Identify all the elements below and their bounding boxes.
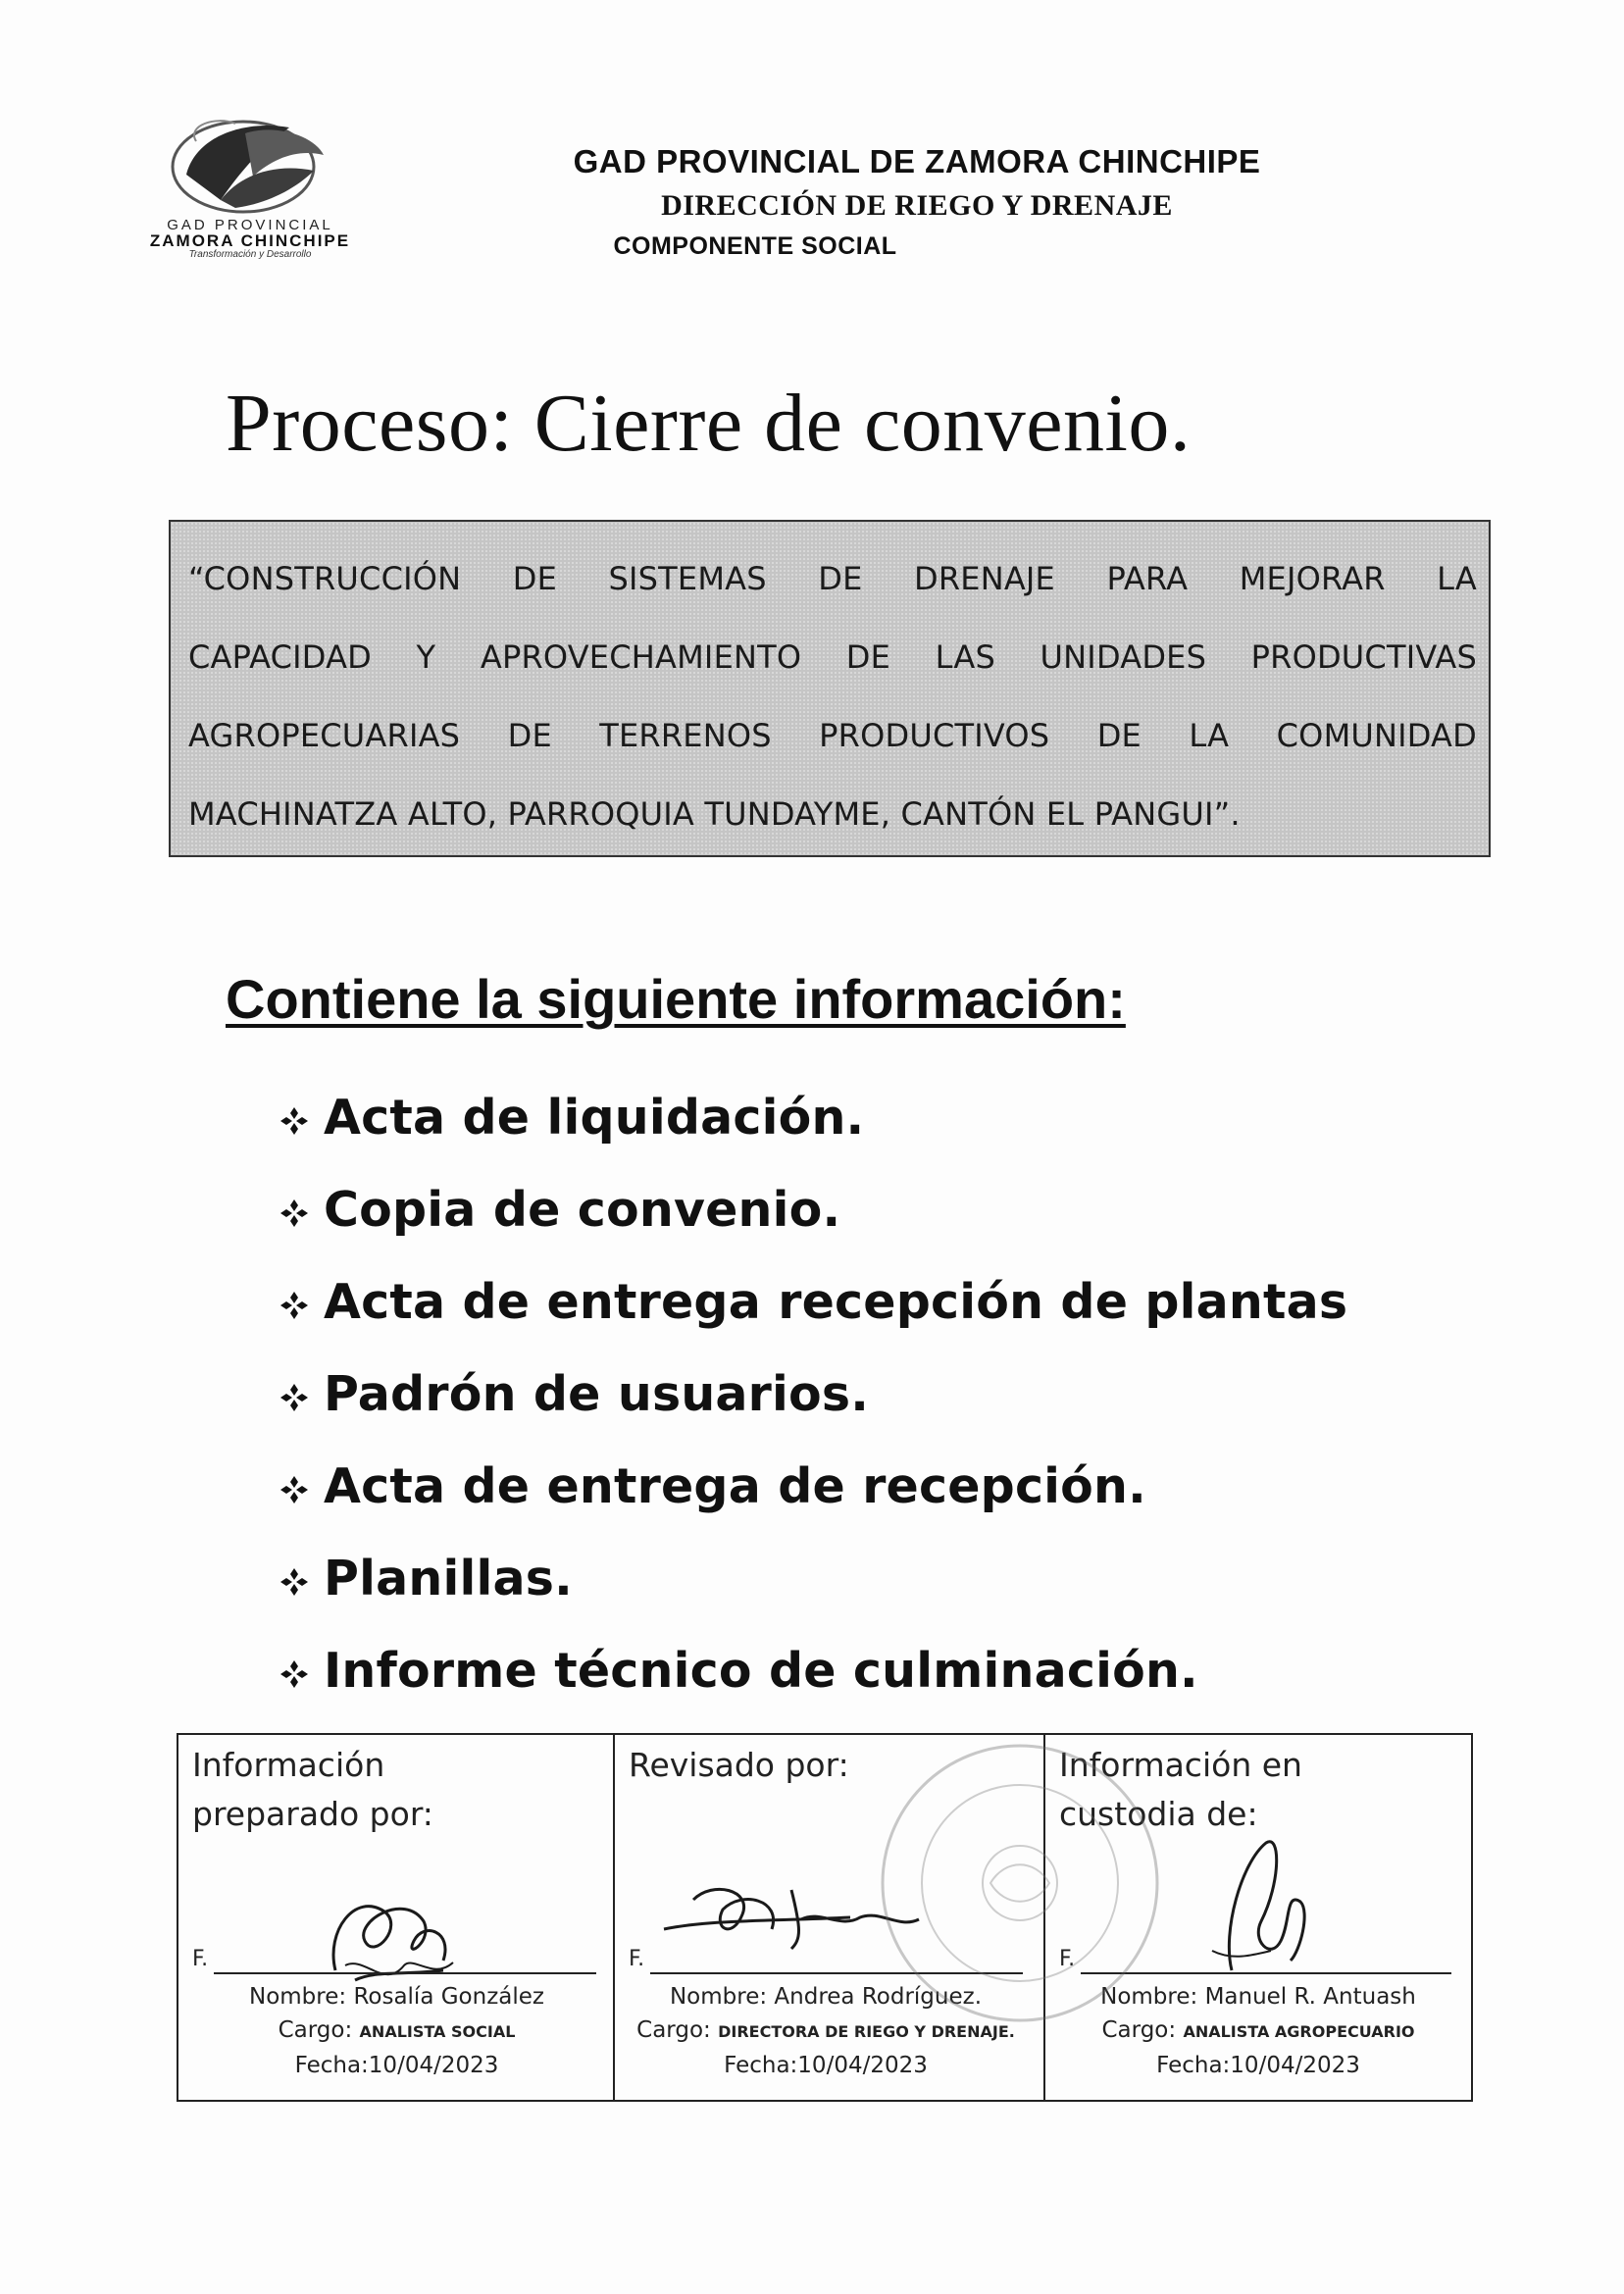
handwritten-signature-icon xyxy=(1173,1823,1330,1990)
list-item xyxy=(277,1255,1347,1348)
logo-line-1: GAD PROVINCIAL xyxy=(167,217,333,233)
list-item-label: Informe técnico de culminación. xyxy=(324,1642,1198,1699)
list-item-label: Acta de entrega recepción de plantas xyxy=(324,1273,1348,1330)
custody-name: Nombre: Manuel R. Antuash xyxy=(1100,1984,1416,2010)
contents-list xyxy=(277,1071,1347,1716)
list-item-label: Copia de convenio. xyxy=(324,1181,841,1238)
list-item-label: Acta de liquidación. xyxy=(324,1089,865,1146)
page-title: Proceso: Cierre de convenio. xyxy=(226,378,1192,469)
diamond-bullet-icon xyxy=(277,1564,312,1600)
signature-f-label: F. xyxy=(629,1947,645,1971)
diamond-bullet-icon xyxy=(277,1380,312,1415)
signature-f-label: F. xyxy=(1059,1947,1076,1971)
project-line-3: AGROPECUARIAS DE TERRENOS PRODUCTIVOS DE LA COMUNIDAD xyxy=(188,717,1477,754)
list-item-label: Acta de entrega de recepción. xyxy=(324,1457,1146,1514)
list-item xyxy=(277,1532,1347,1624)
signature-table xyxy=(177,1733,1473,2102)
list-item xyxy=(277,1440,1347,1532)
diamond-bullet-icon xyxy=(277,1103,312,1139)
reviewed-date: Fecha:10/04/2023 xyxy=(724,2053,928,2078)
organization-name: GAD PROVINCIAL DE ZAMORA CHINCHIPE xyxy=(573,143,1261,179)
project-line-2: CAPACIDAD Y APROVECHAMIENTO DE LAS UNIDADES PRODUCTIVAS xyxy=(188,638,1477,676)
reviewed-cargo-label: Cargo: xyxy=(636,2017,711,2043)
signature-line xyxy=(214,1972,596,1974)
list-item-label: Planillas. xyxy=(324,1550,573,1606)
official-stamp-icon xyxy=(873,1736,1167,2030)
project-line-1: “CONSTRUCCIÓN DE SISTEMAS DE DRENAJE PARA MEJORAR LA xyxy=(188,560,1477,597)
direction-name: DIRECCIÓN DE RIEGO Y DRENAJE xyxy=(661,189,1173,222)
logo-emblem-icon xyxy=(127,106,373,219)
gad-logo xyxy=(127,106,373,263)
logo-line-3: Transformación y Desarrollo xyxy=(188,249,312,260)
custody-date: Fecha:10/04/2023 xyxy=(1156,2053,1360,2078)
custody-cargo: ANALISTA AGROPECUARIO xyxy=(1183,2022,1415,2041)
list-item xyxy=(277,1624,1347,1716)
prepared-heading-line-2: preparado por: xyxy=(192,1795,433,1833)
project-box xyxy=(169,520,1491,857)
diamond-bullet-icon xyxy=(277,1472,312,1507)
reviewed-name: Nombre: Andrea Rodríguez. xyxy=(669,1984,983,2010)
list-item xyxy=(277,1163,1347,1255)
logo-line-2: ZAMORA CHINCHIPE xyxy=(149,231,351,250)
reviewed-heading-line-1: Revisado por: xyxy=(629,1746,849,1784)
diamond-bullet-icon xyxy=(277,1196,312,1231)
list-item xyxy=(277,1348,1347,1440)
custody-heading-line-2: custodia de: xyxy=(1059,1795,1258,1833)
contents-heading: Contiene la siguiente información: xyxy=(226,968,1126,1030)
diamond-bullet-icon xyxy=(277,1657,312,1692)
list-item xyxy=(277,1071,1347,1163)
signature-cell-prepared xyxy=(178,1735,615,2100)
prepared-date: Fecha:10/04/2023 xyxy=(294,2053,499,2078)
diamond-bullet-icon xyxy=(277,1288,312,1323)
signature-f-label: F. xyxy=(192,1947,209,1971)
list-item-label: Padrón de usuarios. xyxy=(324,1365,870,1422)
prepared-cargo-label: Cargo: xyxy=(278,2017,353,2043)
component-name: COMPONENTE SOCIAL xyxy=(613,232,897,260)
prepared-name: Nombre: Rosalía González xyxy=(249,1984,544,2010)
custody-cargo-label: Cargo: xyxy=(1101,2017,1177,2043)
custody-heading-line-1: Información en xyxy=(1059,1746,1302,1784)
reviewed-cargo: DIRECTORA DE RIEGO Y DRENAJE. xyxy=(718,2022,1015,2041)
prepared-cargo: ANALISTA SOCIAL xyxy=(359,2022,516,2041)
project-line-4: MACHINATZA ALTO, PARROQUIA TUNDAYME, CANTÓN EL PANGUI”. xyxy=(188,795,1241,833)
prepared-heading-line-1: Información xyxy=(192,1746,385,1784)
